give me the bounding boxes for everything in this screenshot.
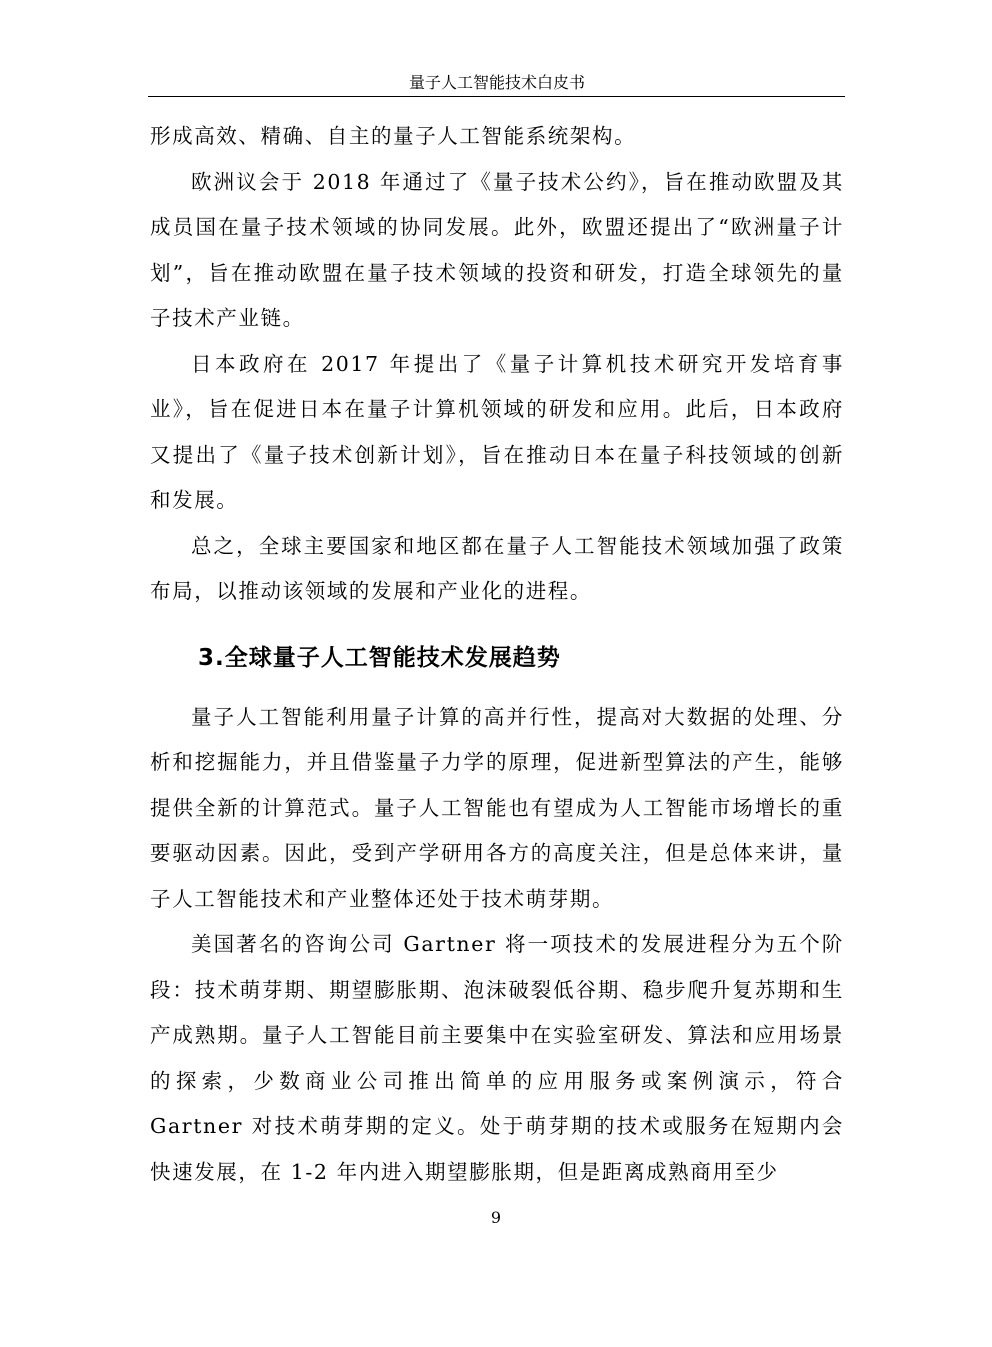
page-number: 9 <box>490 1208 502 1227</box>
paragraph-gartner: 美国著名的咨询公司 Gartner 将一项技术的发展进程分为五个阶段：技术萌芽期、期望膨胀期、泡沫破裂低谷期、稳步爬升复苏期和生产成熟期。量子人工智能目前主要集中在实验室研发、算法和应用场景的探索，少数商业公司推出简单的应用服务或案例演示，符合 Gartner 对技术萌芽期的定义。处于萌芽期的技术或服务在短期内会快速发展，在 1-2 年内进入期望膨胀期，但是距离成熟商用至少 <box>150 932 844 1184</box>
paragraph-eu-policy: 欧洲议会于 2018 年通过了《量子技术公约》，旨在推动欧盟及其成员国在量子技术领域的协同发展。此外，欧盟还提出了“欧洲量子计划”，旨在推动欧盟在量子技术领域的投资和研发，打造全球领先的量子技术产业链。 <box>150 169 844 330</box>
paragraph-qai-overview: 量子人工智能利用量子计算的高并行性，提高对大数据的处理、分析和挖掘能力，并且借鉴量子力学的原理，促进新型算法的产生，能够提供全新的计算范式。量子人工智能也有望成为人工智能市场增长的重要驱动因素。因此，受到产学研用各方的高度关注，但是总体来讲，量子人工智能技术和产业整体还处于技术萌芽期。 <box>150 704 844 911</box>
section-heading: 3.全球量子人工智能技术发展趋势 <box>198 644 561 671</box>
paragraph-japan-policy: 日本政府在 2017 年提出了《量子计算机技术研究开发培育事业》，旨在促进日本在量子计算机领域的研发和应用。此后，日本政府又提出了《量子技术创新计划》，旨在推动日本在量子科技领域的创新和发展。 <box>150 351 844 512</box>
paragraph-summary: 总之，全球主要国家和地区都在量子人工智能技术领域加强了政策布局，以推动该领域的发展和产业化的进程。 <box>150 533 844 603</box>
header-divider <box>148 96 845 97</box>
paragraph-continuation: 形成高效、精确、自主的量子人工智能系统架构。 <box>150 124 637 148</box>
running-header: 量子人工智能技术白皮书 <box>408 73 585 92</box>
body-text <box>150 114 844 1195</box>
